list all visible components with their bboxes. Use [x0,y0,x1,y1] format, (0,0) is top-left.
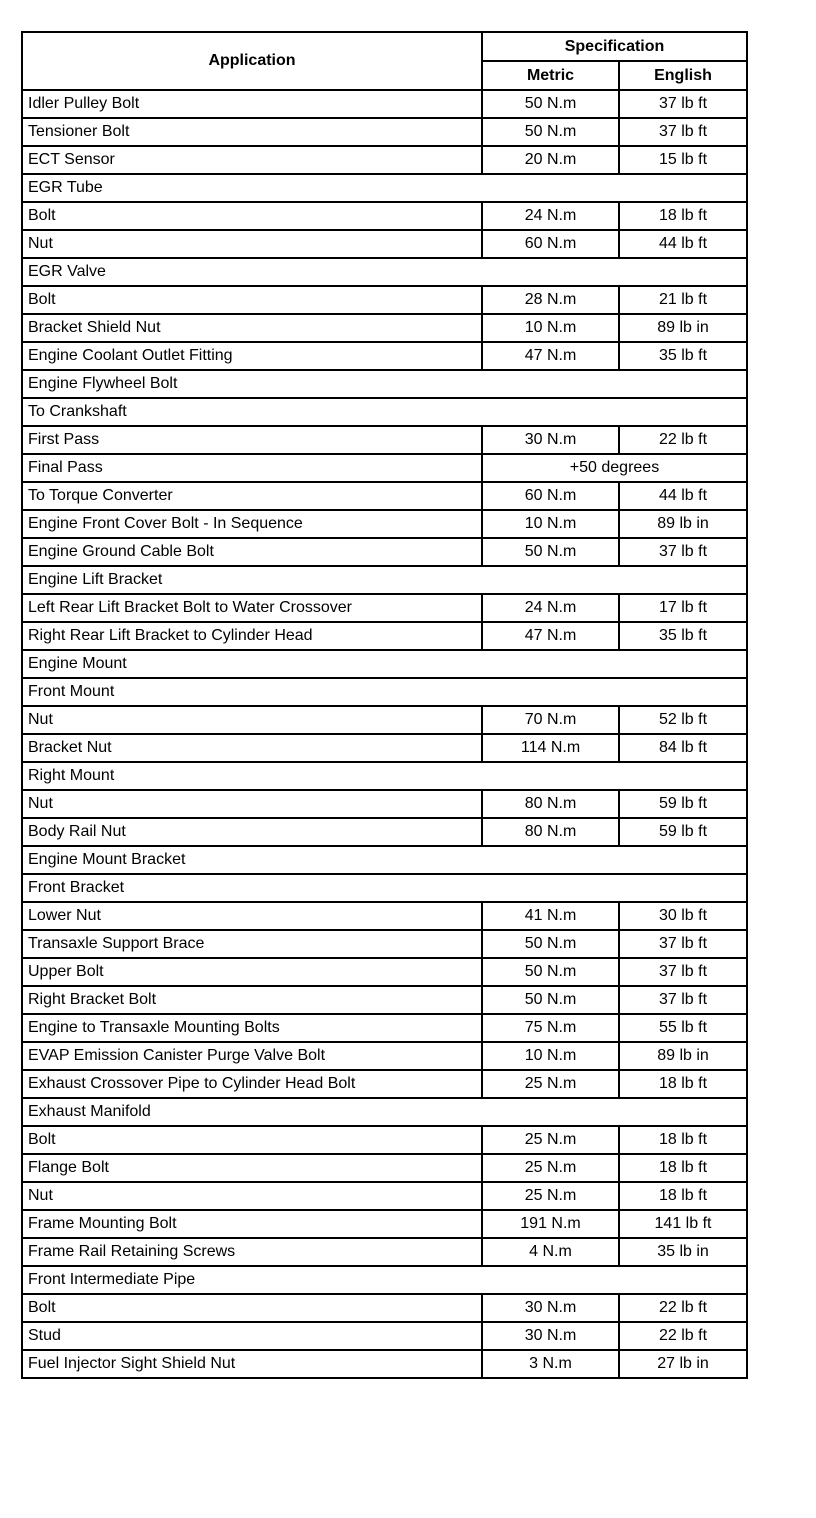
application-cell: Engine Flywheel Bolt [22,370,747,398]
table-row [22,1238,747,1266]
metric-cell: 24 N.m [482,594,619,622]
table-row [22,622,747,650]
application-cell: Front Mount [22,678,747,706]
english-cell: 37 lb ft [619,986,747,1014]
table-row [22,230,747,258]
application-cell: Engine Mount Bracket [22,846,747,874]
metric-cell: 20 N.m [482,146,619,174]
table-row [22,174,747,202]
application-cell: Exhaust Manifold [22,1098,747,1126]
table-row [22,678,747,706]
application-cell: First Pass [22,426,482,454]
application-cell: Bracket Shield Nut [22,314,482,342]
metric-header: Metric [482,61,619,90]
application-cell: EGR Tube [22,174,747,202]
english-cell: 89 lb in [619,314,747,342]
metric-cell: 114 N.m [482,734,619,762]
application-cell: Engine Ground Cable Bolt [22,538,482,566]
table-row [22,1182,747,1210]
application-cell: Frame Rail Retaining Screws [22,1238,482,1266]
table-row [22,1294,747,1322]
english-cell: 55 lb ft [619,1014,747,1042]
english-cell: 37 lb ft [619,930,747,958]
metric-cell: 25 N.m [482,1070,619,1098]
application-cell: Engine Lift Bracket [22,566,747,594]
application-cell: Bolt [22,1294,482,1322]
application-cell: Bracket Nut [22,734,482,762]
metric-cell: 60 N.m [482,482,619,510]
english-cell: 15 lb ft [619,146,747,174]
metric-cell: 47 N.m [482,622,619,650]
application-cell: Lower Nut [22,902,482,930]
application-cell: Right Bracket Bolt [22,986,482,1014]
specification-header: Specification [482,32,747,61]
english-cell: 22 lb ft [619,1294,747,1322]
table-row [22,1210,747,1238]
table-row [22,706,747,734]
table-row [22,930,747,958]
specification-cell: +50 degrees [482,454,747,482]
english-cell: 37 lb ft [619,538,747,566]
english-cell: 44 lb ft [619,482,747,510]
table-row [22,1014,747,1042]
metric-cell: 50 N.m [482,538,619,566]
table-row [22,1070,747,1098]
table-row [22,650,747,678]
english-cell: 59 lb ft [619,818,747,846]
table-row [22,342,747,370]
metric-cell: 28 N.m [482,286,619,314]
english-cell: 59 lb ft [619,790,747,818]
table-row [22,398,747,426]
metric-cell: 50 N.m [482,90,619,118]
metric-cell: 24 N.m [482,202,619,230]
table-body [22,90,747,1378]
application-cell: Front Bracket [22,874,747,902]
application-cell: Flange Bolt [22,1154,482,1182]
application-cell: Transaxle Support Brace [22,930,482,958]
application-cell: Front Intermediate Pipe [22,1266,747,1294]
table-row [22,594,747,622]
english-cell: 18 lb ft [619,1154,747,1182]
table-row [22,566,747,594]
application-header: Application [22,32,482,90]
table-row [22,1350,747,1378]
table-row [22,986,747,1014]
application-cell: Final Pass [22,454,482,482]
table-row [22,454,747,482]
english-cell: 37 lb ft [619,118,747,146]
metric-cell: 50 N.m [482,930,619,958]
table-row [22,874,747,902]
torque-spec-table [21,31,748,1379]
application-cell: Nut [22,230,482,258]
application-cell: Engine to Transaxle Mounting Bolts [22,1014,482,1042]
metric-cell: 70 N.m [482,706,619,734]
english-cell: 37 lb ft [619,90,747,118]
application-cell: Right Mount [22,762,747,790]
application-cell: ECT Sensor [22,146,482,174]
application-cell: Left Rear Lift Bracket Bolt to Water Crossover [22,594,482,622]
metric-cell: 50 N.m [482,986,619,1014]
table-row [22,286,747,314]
english-cell: 44 lb ft [619,230,747,258]
metric-cell: 80 N.m [482,818,619,846]
english-header: English [619,61,747,90]
table-row [22,146,747,174]
application-cell: Engine Mount [22,650,747,678]
application-cell: Nut [22,706,482,734]
table-row [22,426,747,454]
table-row [22,202,747,230]
application-cell: Body Rail Nut [22,818,482,846]
table-row [22,538,747,566]
application-cell: Tensioner Bolt [22,118,482,146]
application-cell: Idler Pulley Bolt [22,90,482,118]
table-row [22,1042,747,1070]
english-cell: 89 lb in [619,510,747,538]
application-cell: To Torque Converter [22,482,482,510]
table-row [22,1322,747,1350]
application-cell: Engine Front Cover Bolt - In Sequence [22,510,482,538]
table-row [22,846,747,874]
table-row [22,482,747,510]
english-cell: 18 lb ft [619,1070,747,1098]
english-cell: 89 lb in [619,1042,747,1070]
english-cell: 22 lb ft [619,426,747,454]
table-row [22,734,747,762]
english-cell: 21 lb ft [619,286,747,314]
application-cell: Upper Bolt [22,958,482,986]
english-cell: 18 lb ft [619,202,747,230]
table-row [22,818,747,846]
metric-cell: 60 N.m [482,230,619,258]
metric-cell: 30 N.m [482,1322,619,1350]
application-cell: Bolt [22,286,482,314]
metric-cell: 41 N.m [482,902,619,930]
application-cell: Nut [22,790,482,818]
metric-cell: 47 N.m [482,342,619,370]
application-cell: Fuel Injector Sight Shield Nut [22,1350,482,1378]
english-cell: 18 lb ft [619,1182,747,1210]
application-cell: Stud [22,1322,482,1350]
table-row [22,1266,747,1294]
english-cell: 35 lb ft [619,342,747,370]
metric-cell: 10 N.m [482,510,619,538]
application-cell: Frame Mounting Bolt [22,1210,482,1238]
metric-cell: 30 N.m [482,1294,619,1322]
header-row [22,32,747,61]
application-cell: Engine Coolant Outlet Fitting [22,342,482,370]
metric-cell: 25 N.m [482,1154,619,1182]
english-cell: 22 lb ft [619,1322,747,1350]
table-row [22,958,747,986]
english-cell: 30 lb ft [619,902,747,930]
table-row [22,370,747,398]
metric-cell: 75 N.m [482,1014,619,1042]
metric-cell: 25 N.m [482,1126,619,1154]
metric-cell: 30 N.m [482,426,619,454]
english-cell: 35 lb ft [619,622,747,650]
metric-cell: 50 N.m [482,118,619,146]
table-row [22,1126,747,1154]
table-row [22,90,747,118]
table-row [22,510,747,538]
table-row [22,118,747,146]
metric-cell: 10 N.m [482,314,619,342]
metric-cell: 50 N.m [482,958,619,986]
english-cell: 27 lb in [619,1350,747,1378]
application-cell: EGR Valve [22,258,747,286]
english-cell: 141 lb ft [619,1210,747,1238]
table-row [22,1154,747,1182]
application-cell: Right Rear Lift Bracket to Cylinder Head [22,622,482,650]
english-cell: 84 lb ft [619,734,747,762]
table-row [22,790,747,818]
english-cell: 35 lb in [619,1238,747,1266]
application-cell: Bolt [22,202,482,230]
table-row [22,1098,747,1126]
metric-cell: 10 N.m [482,1042,619,1070]
table-row [22,314,747,342]
application-cell: Nut [22,1182,482,1210]
table-row [22,258,747,286]
metric-cell: 191 N.m [482,1210,619,1238]
metric-cell: 25 N.m [482,1182,619,1210]
english-cell: 18 lb ft [619,1126,747,1154]
english-cell: 37 lb ft [619,958,747,986]
application-cell: Bolt [22,1126,482,1154]
application-cell: EVAP Emission Canister Purge Valve Bolt [22,1042,482,1070]
table-row [22,762,747,790]
table-row [22,902,747,930]
application-cell: Exhaust Crossover Pipe to Cylinder Head Bolt [22,1070,482,1098]
metric-cell: 80 N.m [482,790,619,818]
application-cell: To Crankshaft [22,398,747,426]
english-cell: 52 lb ft [619,706,747,734]
metric-cell: 4 N.m [482,1238,619,1266]
english-cell: 17 lb ft [619,594,747,622]
metric-cell: 3 N.m [482,1350,619,1378]
